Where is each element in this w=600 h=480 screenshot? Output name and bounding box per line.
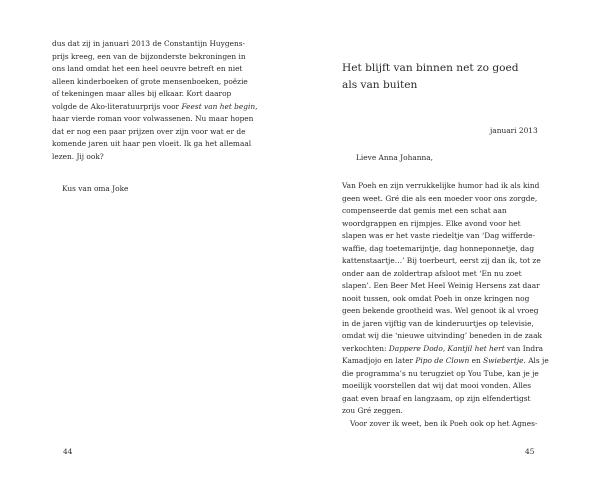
text-run: woordgrappen en rijmpjes. Elke avond voor het xyxy=(342,218,521,228)
chapter-title-line: Het blijft van binnen net zo goed xyxy=(342,62,519,74)
text-run: compenseerde dat gemis met een schat aan xyxy=(342,206,507,215)
text-run: slapen’. Een Beer Met Heel Weinig Hersens zat daar xyxy=(342,281,540,290)
text-line xyxy=(342,268,549,281)
text-run: gaat even braaf en langzaam, op zijn elfendertigst xyxy=(342,393,531,403)
text-line xyxy=(342,368,549,381)
chapter-title-line: als van buiten xyxy=(342,79,418,91)
text-run: van Indra xyxy=(504,343,544,353)
right-page-body-text xyxy=(342,180,549,430)
text-run: in de jaren vijftig van de kinderuurtjes op televisie, xyxy=(342,318,534,328)
text-run: nooit tussen, ook omdat Poeh in onze kringen nog xyxy=(342,293,530,303)
letter-date: januari 2013 xyxy=(490,126,538,135)
text-run: die programma’s nu terugziet op You Tube, kan je je xyxy=(342,368,539,378)
text-run: waffie, dag toetemarijntje, dag honneponnetje, dag xyxy=(342,243,535,253)
text-line xyxy=(342,305,549,318)
text-run: . Als je xyxy=(523,356,549,365)
signature: Kus van oma Joke xyxy=(62,184,129,193)
text-line xyxy=(342,193,549,206)
text-run: verkochten: xyxy=(342,343,389,353)
text-line xyxy=(342,218,549,231)
text-run: zou Gré zeggen. xyxy=(342,406,403,415)
text-line xyxy=(52,63,258,76)
text-line xyxy=(52,38,258,51)
text-run: moeilijk voorstellen dat wij dat mooi vonden. Alles xyxy=(342,381,532,390)
text-run: volgde de Ako-literatuurprijs voor xyxy=(52,101,182,111)
text-run: dat er nog een paar prijzen over zijn voor wat er de xyxy=(52,126,246,136)
italic-title-text: Swiebertje xyxy=(483,356,524,365)
italic-title-text: Dappere Dodo xyxy=(388,343,443,353)
text-line xyxy=(342,405,549,418)
text-line xyxy=(342,418,549,431)
text-line xyxy=(52,76,258,89)
text-line xyxy=(52,151,258,164)
text-run: en xyxy=(469,356,484,365)
text-run: ons land omdat het een heel oeuvre betreft en niet xyxy=(52,64,243,73)
text-line xyxy=(52,138,258,151)
text-run: lezen. Jij ook? xyxy=(52,151,104,161)
text-line xyxy=(342,205,549,218)
text-run: Kamadjojo en later xyxy=(342,356,416,365)
text-line xyxy=(52,88,258,101)
text-line xyxy=(342,355,549,368)
text-run: prijs kreeg, een van de bijzonderste bekroningen in xyxy=(52,51,246,61)
text-run: slapen was er het vaste riedeltje van ‘Dag wifferde- xyxy=(342,231,536,240)
italic-title-text: Kantjil het hert xyxy=(447,343,505,353)
text-line xyxy=(342,318,549,331)
salutation: Lieve Anna Johanna, xyxy=(356,153,434,162)
left-page-body-text xyxy=(52,38,258,163)
italic-title-text: Pipo de Clown xyxy=(415,356,470,365)
text-run: geen bekende grootheid was. Wel genoot ik al vroeg xyxy=(342,306,539,315)
text-line xyxy=(52,51,258,64)
text-run: kattenstaartje…’ Bij toerbeurt, eerst zij dan ik, tot ze xyxy=(342,256,541,265)
text-line xyxy=(52,113,258,126)
text-run: alleen kinderboeken of grote mensenboeken, poëzie xyxy=(52,76,248,86)
page-number-right: 45 xyxy=(525,447,535,456)
text-run: dus dat zij in januari 2013 de Constantijn Huygens- xyxy=(52,39,246,48)
text-line xyxy=(52,101,258,114)
text-run: onder aan de zoldertrap afsloot met ‘En nu zoet xyxy=(342,268,522,278)
chapter-title xyxy=(342,60,519,94)
text-run: komende jaren uit haar pen vloeit. Ik ga het allemaal xyxy=(52,139,252,148)
text-line xyxy=(342,280,549,293)
italic-title-text: Feest van het begin xyxy=(181,101,256,111)
text-line xyxy=(342,180,549,193)
text-run: , xyxy=(442,343,448,353)
text-line xyxy=(342,330,549,343)
text-line xyxy=(342,380,549,393)
text-run: haar vierde roman voor volwassenen. Nu maar hopen xyxy=(52,114,254,123)
text-line xyxy=(342,243,549,256)
page-number-left: 44 xyxy=(63,447,73,456)
text-line xyxy=(342,393,549,406)
text-run: , xyxy=(255,101,258,111)
text-run: geen weet. Gré die als een moeder voor ons zorgde, xyxy=(342,193,538,203)
text-line xyxy=(52,126,258,139)
text-line xyxy=(342,343,549,356)
text-line xyxy=(342,293,549,306)
text-run: Voor zover ik weet, ben ik Poeh ook op het Agnes- xyxy=(350,418,538,428)
text-run: omdat wij die ‘nieuwe uitvinding’ beneden in de zaak xyxy=(342,331,542,340)
text-run: Van Poeh en zijn verrukkelijke humor had ik als kind xyxy=(342,181,540,190)
text-run: of tekeningen maar alles bij elkaar. Kort daarop xyxy=(52,89,232,98)
text-line xyxy=(342,255,549,268)
text-line xyxy=(342,230,549,243)
